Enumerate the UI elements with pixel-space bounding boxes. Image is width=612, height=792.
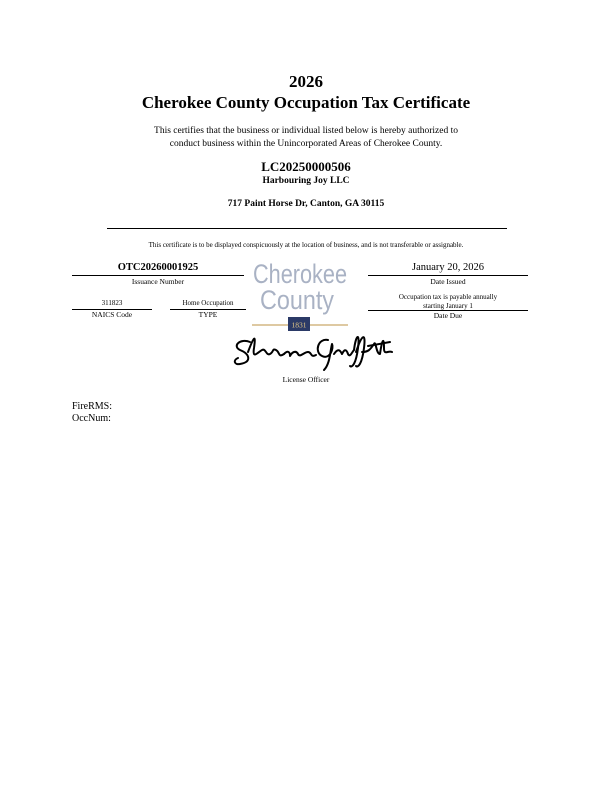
display-notice: This certificate is to be displayed conspicuously at the location of business, and is not transferable or assignable. xyxy=(148,241,464,249)
logo-word-cherokee: Cherokee xyxy=(253,259,347,289)
intro-line-1: This certifies that the business or individual listed below is hereby authorized to xyxy=(154,126,458,136)
date-issued-label: Date Issued xyxy=(430,277,466,286)
due-note-line-2: starting January 1 xyxy=(423,302,473,310)
signature-scribble xyxy=(230,330,400,372)
issuance-number-underline xyxy=(72,275,244,276)
due-label: Date Due xyxy=(433,311,463,320)
logo-year: 1831 xyxy=(291,320,307,330)
certificate-year: 2026 xyxy=(289,72,323,91)
business-address: 717 Paint Horse Dr, Canton, GA 30115 xyxy=(227,199,385,209)
logo-word-county: County xyxy=(260,285,335,315)
county-logo-graphic xyxy=(250,258,350,332)
intro-text xyxy=(130,125,482,151)
county-logo xyxy=(250,258,350,332)
license-number: LC20250000506 xyxy=(261,159,351,174)
occ-num-label: OccNum: xyxy=(72,413,111,424)
issuance-number-label: Issuance Number xyxy=(131,277,185,286)
naics-label: NAICS Code xyxy=(91,310,133,319)
issuance-number: OTC20260001925 xyxy=(117,262,199,273)
officer-signature xyxy=(230,330,400,372)
license-officer-label: License Officer xyxy=(282,375,330,384)
occupation-type: Home Occupation xyxy=(182,299,234,307)
date-issued-underline xyxy=(368,275,528,276)
type-label: TYPE xyxy=(198,310,218,319)
due-note xyxy=(368,293,528,311)
naics-code: 311823 xyxy=(101,299,123,307)
fire-rms-label: FireRMS: xyxy=(72,401,113,412)
intro-line-2: conduct business within the Unincorporated Areas of Cherokee County. xyxy=(169,139,443,149)
certificate-title: Cherokee County Occupation Tax Certificate xyxy=(141,93,471,112)
business-name: Harbouring Joy LLC xyxy=(262,176,350,186)
date-issued: January 20, 2026 xyxy=(411,262,485,273)
divider-line xyxy=(107,228,507,229)
due-note-line-1: Occupation tax is payable annually xyxy=(398,293,498,301)
